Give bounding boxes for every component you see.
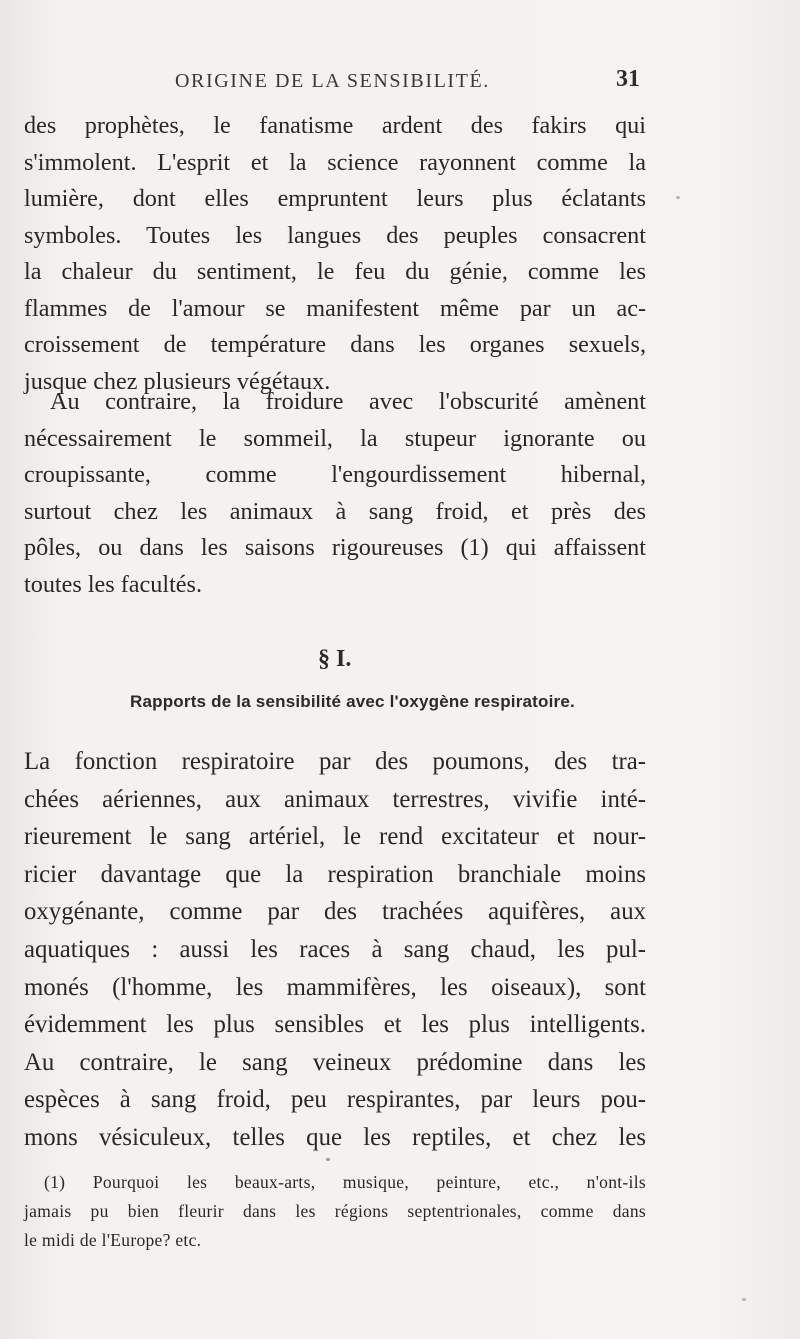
text-line: chées aériennes, aux animaux terrestres, vivifie inté- bbox=[24, 785, 646, 813]
text-line: flammes de l'amour se manifestent même par un ac- bbox=[24, 294, 646, 322]
paragraph-3 bbox=[24, 743, 646, 1157]
text-line: s'immolent. L'esprit et la science rayonnent comme la bbox=[24, 148, 646, 176]
text-line: toutes les facultés. bbox=[24, 570, 202, 598]
text-line: nécessairement le sommeil, la stupeur ignorante ou bbox=[24, 424, 646, 452]
text-line: Au contraire, la froidure avec l'obscurité amènent bbox=[50, 388, 646, 415]
text-line: croupissante, comme l'engourdissement hibernal, bbox=[24, 461, 646, 488]
text-line: La fonction respiratoire par des poumons, des tra- bbox=[24, 748, 646, 775]
text-line: croissement de température dans les organes sexuels, bbox=[24, 331, 646, 358]
paragraph-2 bbox=[24, 384, 646, 603]
ink-speck bbox=[742, 1298, 746, 1301]
text-line: pôles, ou dans les saisons rigoureuses (1) qui affaissent bbox=[24, 534, 646, 561]
paragraph-1 bbox=[24, 108, 646, 400]
text-line: espèces à sang froid, peu respirantes, par leurs pou- bbox=[24, 1086, 646, 1114]
section-title: Rapports de la sensibilité avec l'oxygène respiratoire. bbox=[130, 692, 575, 711]
text-line: rieurement le sang artériel, le rend excitateur et nour- bbox=[24, 823, 646, 851]
running-title: ORIGINE DE LA SENSIBILITÉ. bbox=[175, 70, 490, 92]
text-line: surtout chez les animaux à sang froid, et près des bbox=[24, 497, 646, 525]
ink-speck bbox=[676, 196, 680, 199]
text-line: ricier davantage que la respiration branchiale moins bbox=[24, 860, 646, 888]
ink-speck bbox=[326, 1158, 330, 1161]
text-line: mons vésiculeux, telles que les reptiles, et chez les bbox=[24, 1123, 646, 1151]
text-line: lumière, dont elles empruntent leurs plus éclatants bbox=[24, 185, 646, 212]
text-line: jusque chez plusieurs végétaux. bbox=[24, 367, 331, 395]
footnote-line: (1) Pourquoi les beaux-arts, musique, peinture, etc., n'ont-ils bbox=[44, 1172, 646, 1192]
text-line: Au contraire, le sang veineux prédomine dans les bbox=[24, 1048, 646, 1076]
text-line: des prophètes, le fanatisme ardent des fakirs qui bbox=[24, 112, 646, 139]
footnote bbox=[24, 1168, 646, 1255]
footnote-line: jamais pu bien fleurir dans les régions septentrionales, comme dans bbox=[24, 1201, 646, 1221]
text-line: oxygénante, comme par des trachées aquifères, aux bbox=[24, 898, 646, 926]
page-number: 31 bbox=[616, 66, 640, 92]
text-line: évidemment les plus sensibles et les plus intelligents. bbox=[24, 1011, 646, 1039]
text-line: la chaleur du sentiment, le feu du génie, comme les bbox=[24, 258, 646, 285]
footnote-line: le midi de l'Europe? etc. bbox=[24, 1230, 202, 1250]
text-line: symboles. Toutes les langues des peuples consacrent bbox=[24, 221, 646, 249]
text-line: aquatiques : aussi les races à sang chaud, les pul- bbox=[24, 935, 646, 963]
section-mark: § I. bbox=[318, 646, 352, 672]
text-line: monés (l'homme, les mammifères, les oiseaux), sont bbox=[24, 973, 646, 1001]
